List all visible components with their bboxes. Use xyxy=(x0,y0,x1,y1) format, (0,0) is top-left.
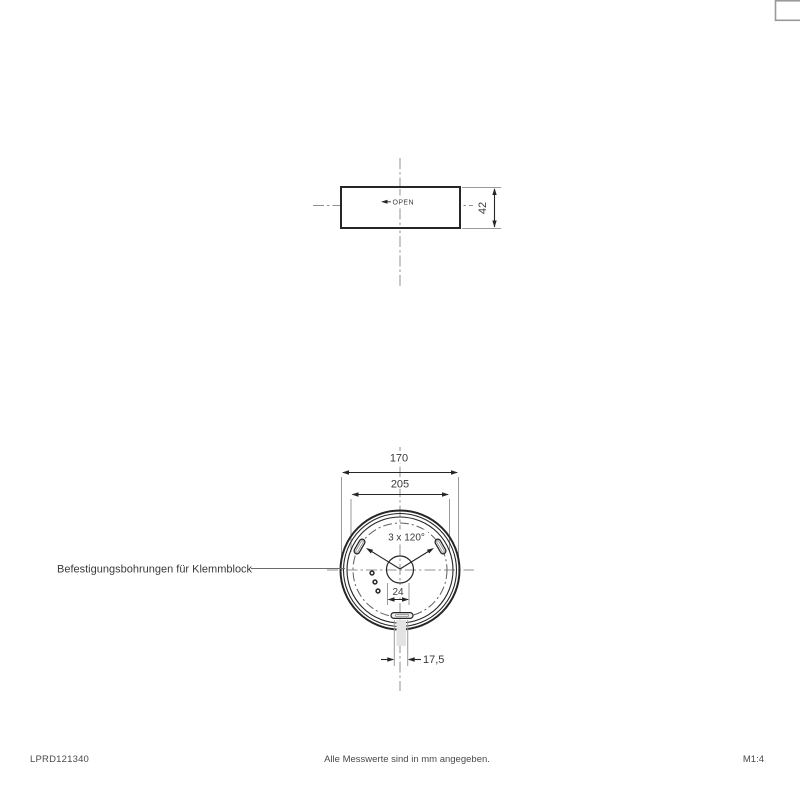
dim-angle-value: 3 x 120° xyxy=(388,532,425,544)
dim-42-value: 42 xyxy=(477,201,489,215)
open-label: OPEN xyxy=(392,199,414,207)
dim-24-value: 24 xyxy=(392,587,404,598)
dim-175-value: 17,5 xyxy=(423,654,445,666)
cable-channel-shading xyxy=(397,620,407,646)
dim-42-arrow-up-icon xyxy=(492,188,496,195)
corner-box xyxy=(776,1,800,21)
mounting-slot-left xyxy=(353,538,366,555)
plan-view xyxy=(57,447,474,691)
drawing-number: LPRD121340 xyxy=(30,754,90,765)
dim-170-arrow-left-icon xyxy=(342,470,349,474)
fixing-hole-1 xyxy=(370,571,374,575)
scale-label: M1:4 xyxy=(742,754,764,765)
mounting-slot-right-outline xyxy=(434,538,447,555)
dim-205-value: 205 xyxy=(390,478,410,491)
callout-label: Befestigungsbohrungen für Klemmblock xyxy=(57,563,253,576)
dimension-17-5 xyxy=(381,620,444,666)
fixing-hole-3 xyxy=(376,589,380,593)
dim-205-arrow-left-icon xyxy=(352,492,359,496)
dim-angle-leg-right xyxy=(400,550,432,570)
dim-175-arrow-right-icon xyxy=(387,657,394,661)
fixing-hole-2 xyxy=(373,580,377,584)
dim-175-arrow-left-icon xyxy=(408,657,415,661)
dim-205-arrow-right-icon xyxy=(442,492,449,496)
units-note: Alle Messwerte sind in mm angegeben. xyxy=(324,754,490,765)
cable-slot-bottom xyxy=(391,613,413,619)
dimension-42 xyxy=(462,188,501,229)
dim-angle-leg-left xyxy=(369,550,401,570)
footer xyxy=(30,754,764,765)
dim-angle-arrow-left-icon xyxy=(366,548,373,554)
dim-angle-arrow-right-icon xyxy=(427,548,434,554)
fixing-holes xyxy=(370,571,380,593)
mounting-slot-right xyxy=(434,538,447,555)
dim-42-arrow-down-icon xyxy=(492,221,496,228)
dim-170-arrow-right-icon xyxy=(451,470,458,474)
dimension-205 xyxy=(352,479,450,497)
side-view xyxy=(313,158,501,288)
dimension-24 xyxy=(388,583,410,605)
mounting-slot-left-outline xyxy=(353,538,366,555)
cable-slot-outline xyxy=(391,613,413,619)
dim-170-value: 170 xyxy=(389,452,409,465)
